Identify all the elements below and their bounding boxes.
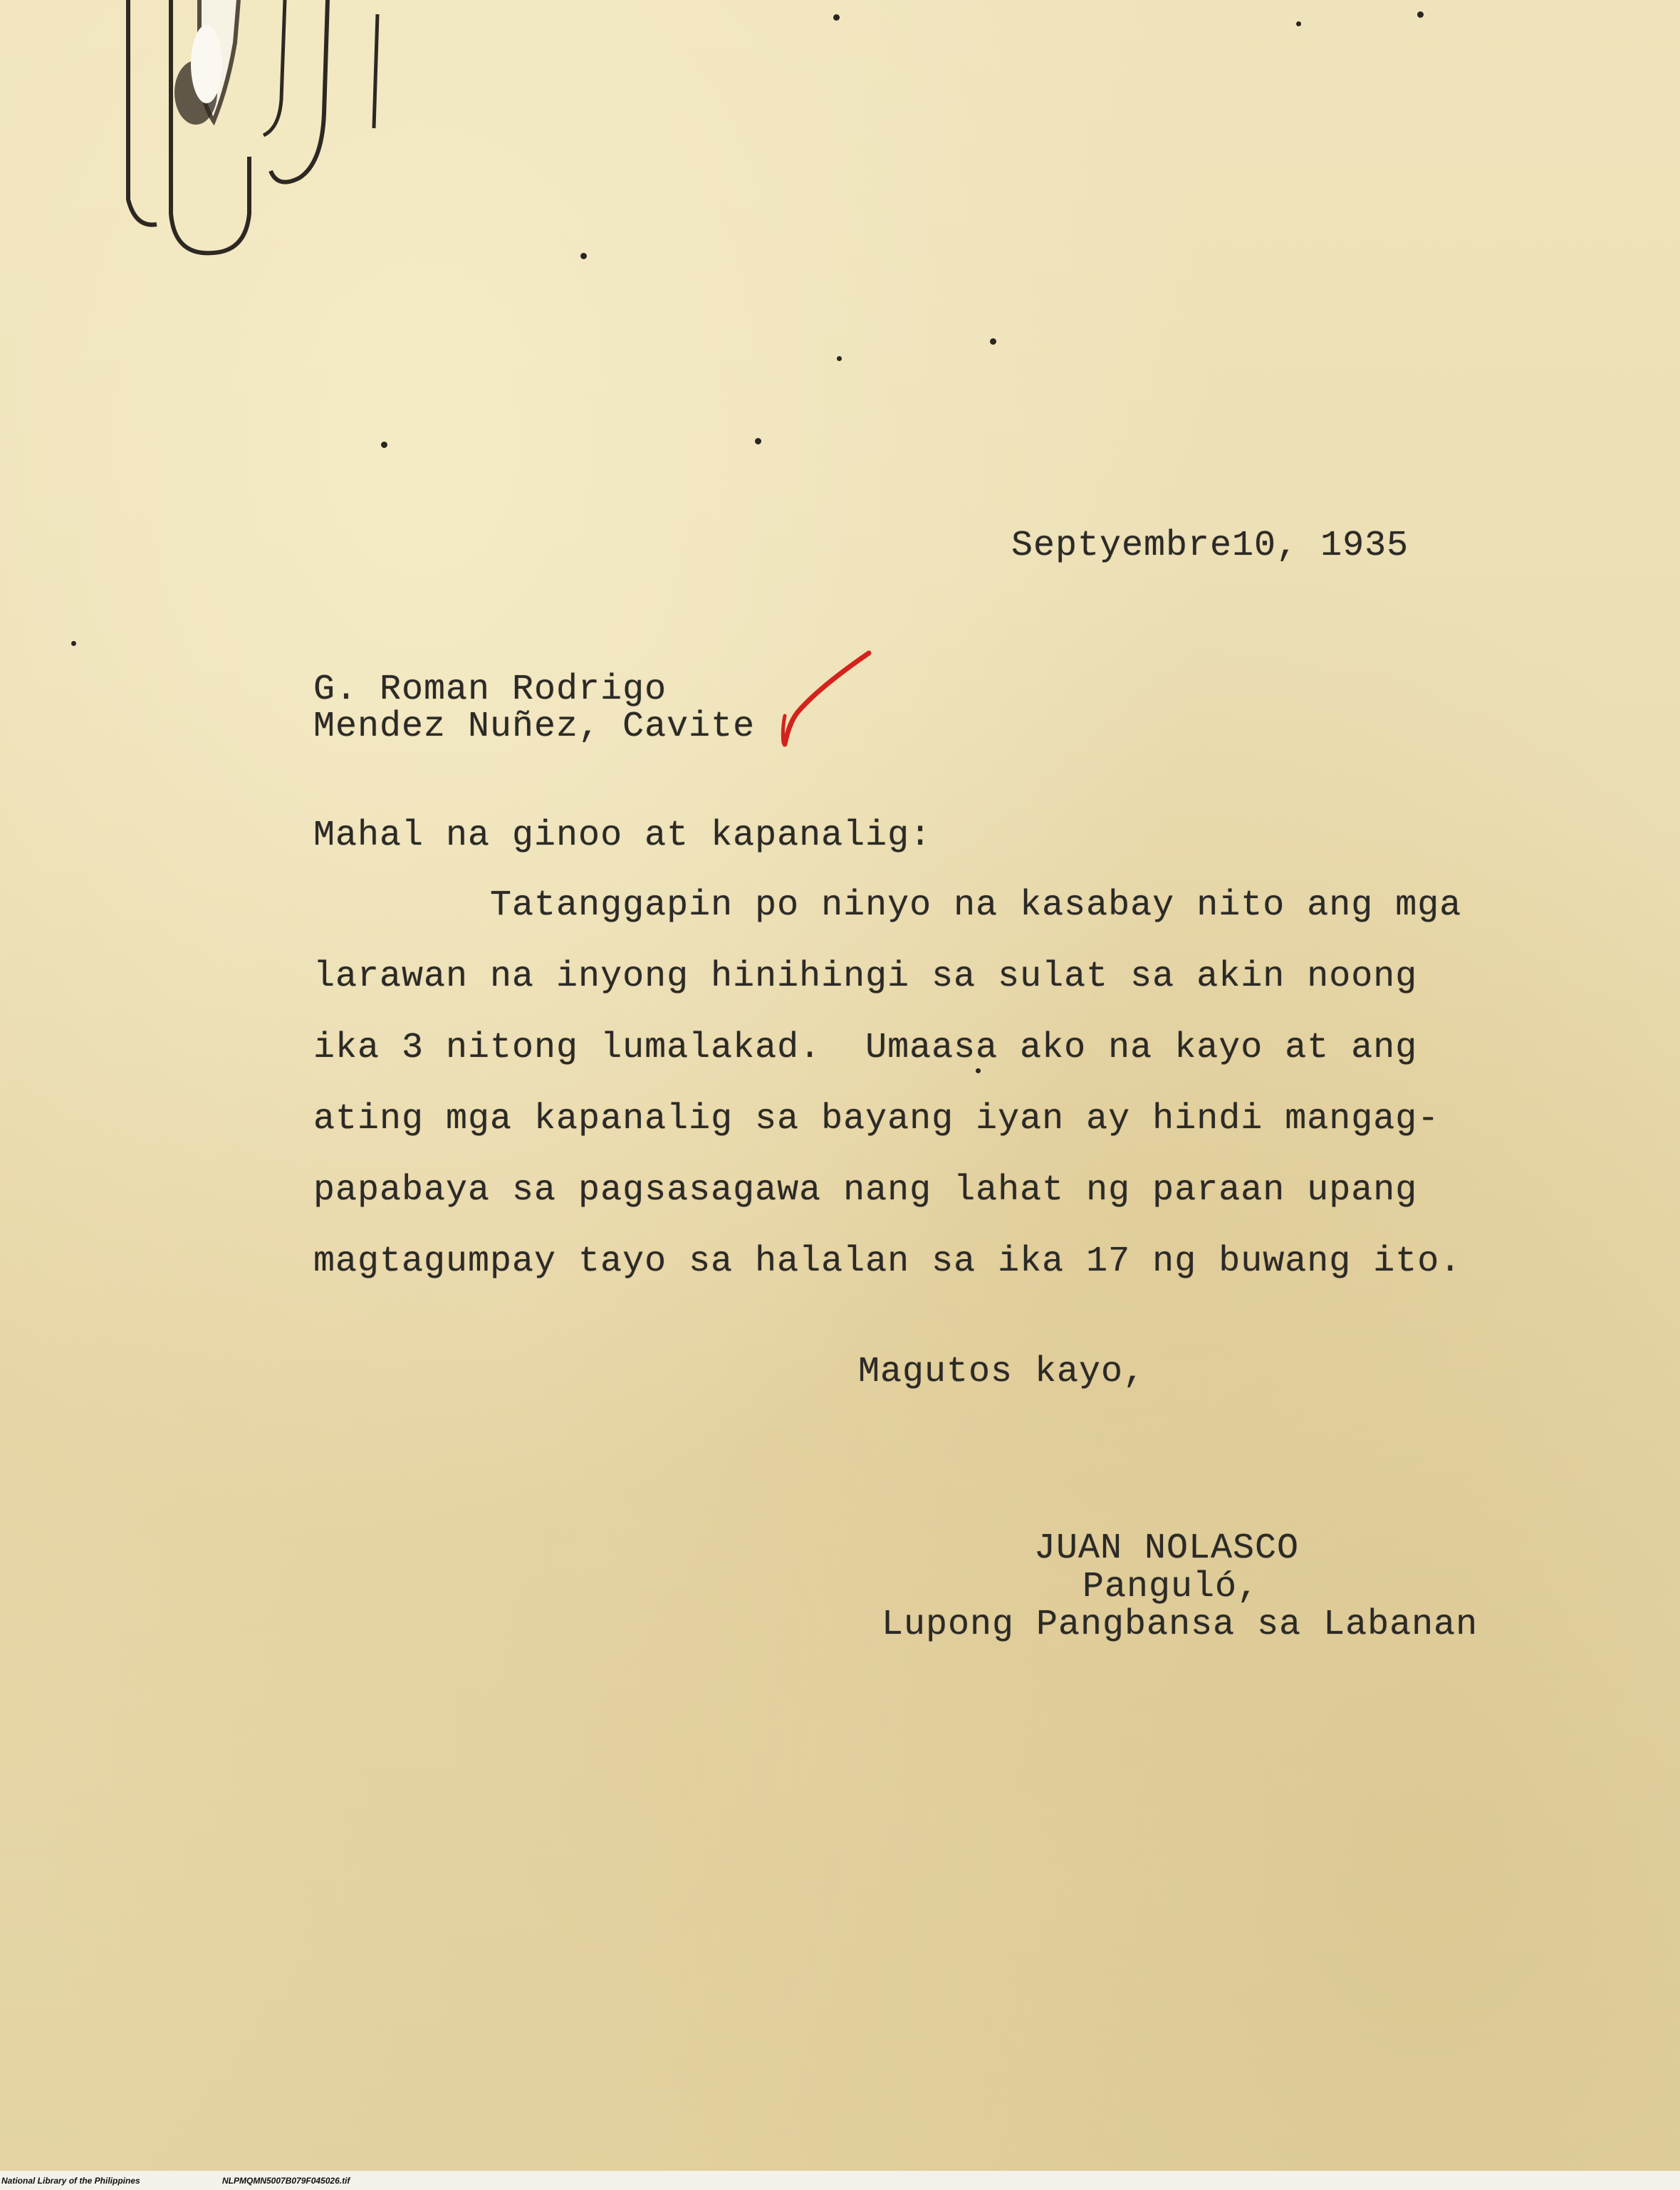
recipient-address: Mendez Nuñez, Cavite xyxy=(313,706,756,747)
body-line-4: ating mga kapanalig sa bayang iyan ay hindi mangag- xyxy=(313,1099,1440,1140)
ink-speck xyxy=(1417,11,1424,18)
closing: Magutos kayo, xyxy=(858,1352,1146,1392)
paper-clip-marks xyxy=(93,0,463,299)
salutation: Mahal na ginoo at kapanalig: xyxy=(313,815,932,856)
signatory-organization: Lupong Pangbansa sa Labanan xyxy=(882,1605,1478,1645)
footer-institution: National Library of the Philippines xyxy=(1,2176,140,2186)
body-line-2: larawan na inyong hinihingi sa sulat sa akin noong xyxy=(313,956,1418,997)
body-line-3: ika 3 nitong lumalakad. Umaasa ako na kayo at ang xyxy=(313,1028,1418,1068)
ink-speck xyxy=(1296,21,1301,26)
footer-file-id: NLPMQMN5007B079F045026.tif xyxy=(222,2176,350,2186)
ink-speck xyxy=(755,438,761,444)
body-line-6: magtagumpay tayo sa halalan sa ika 17 ng buwang ito. xyxy=(313,1241,1462,1282)
ink-speck xyxy=(990,338,996,345)
ink-speck xyxy=(71,641,76,646)
ink-speck xyxy=(837,356,842,361)
letter-date: Septyembre10, 1935 xyxy=(1011,526,1409,566)
body-line-1: Tatanggapin po ninyo na kasabay nito ang mga xyxy=(313,885,1462,926)
signatory-title: Panguló, xyxy=(1082,1567,1260,1607)
ink-speck xyxy=(580,253,587,259)
body-line-5: papabaya sa pagsasagawa nang lahat ng paraan upang xyxy=(313,1170,1418,1211)
red-check-mark xyxy=(776,645,883,751)
recipient-name: G. Roman Rodrigo xyxy=(313,669,667,710)
ink-speck xyxy=(833,14,840,21)
signatory-name: JUAN NOLASCO xyxy=(1034,1528,1300,1569)
letter-body xyxy=(313,870,1461,1298)
ink-speck xyxy=(381,442,387,448)
